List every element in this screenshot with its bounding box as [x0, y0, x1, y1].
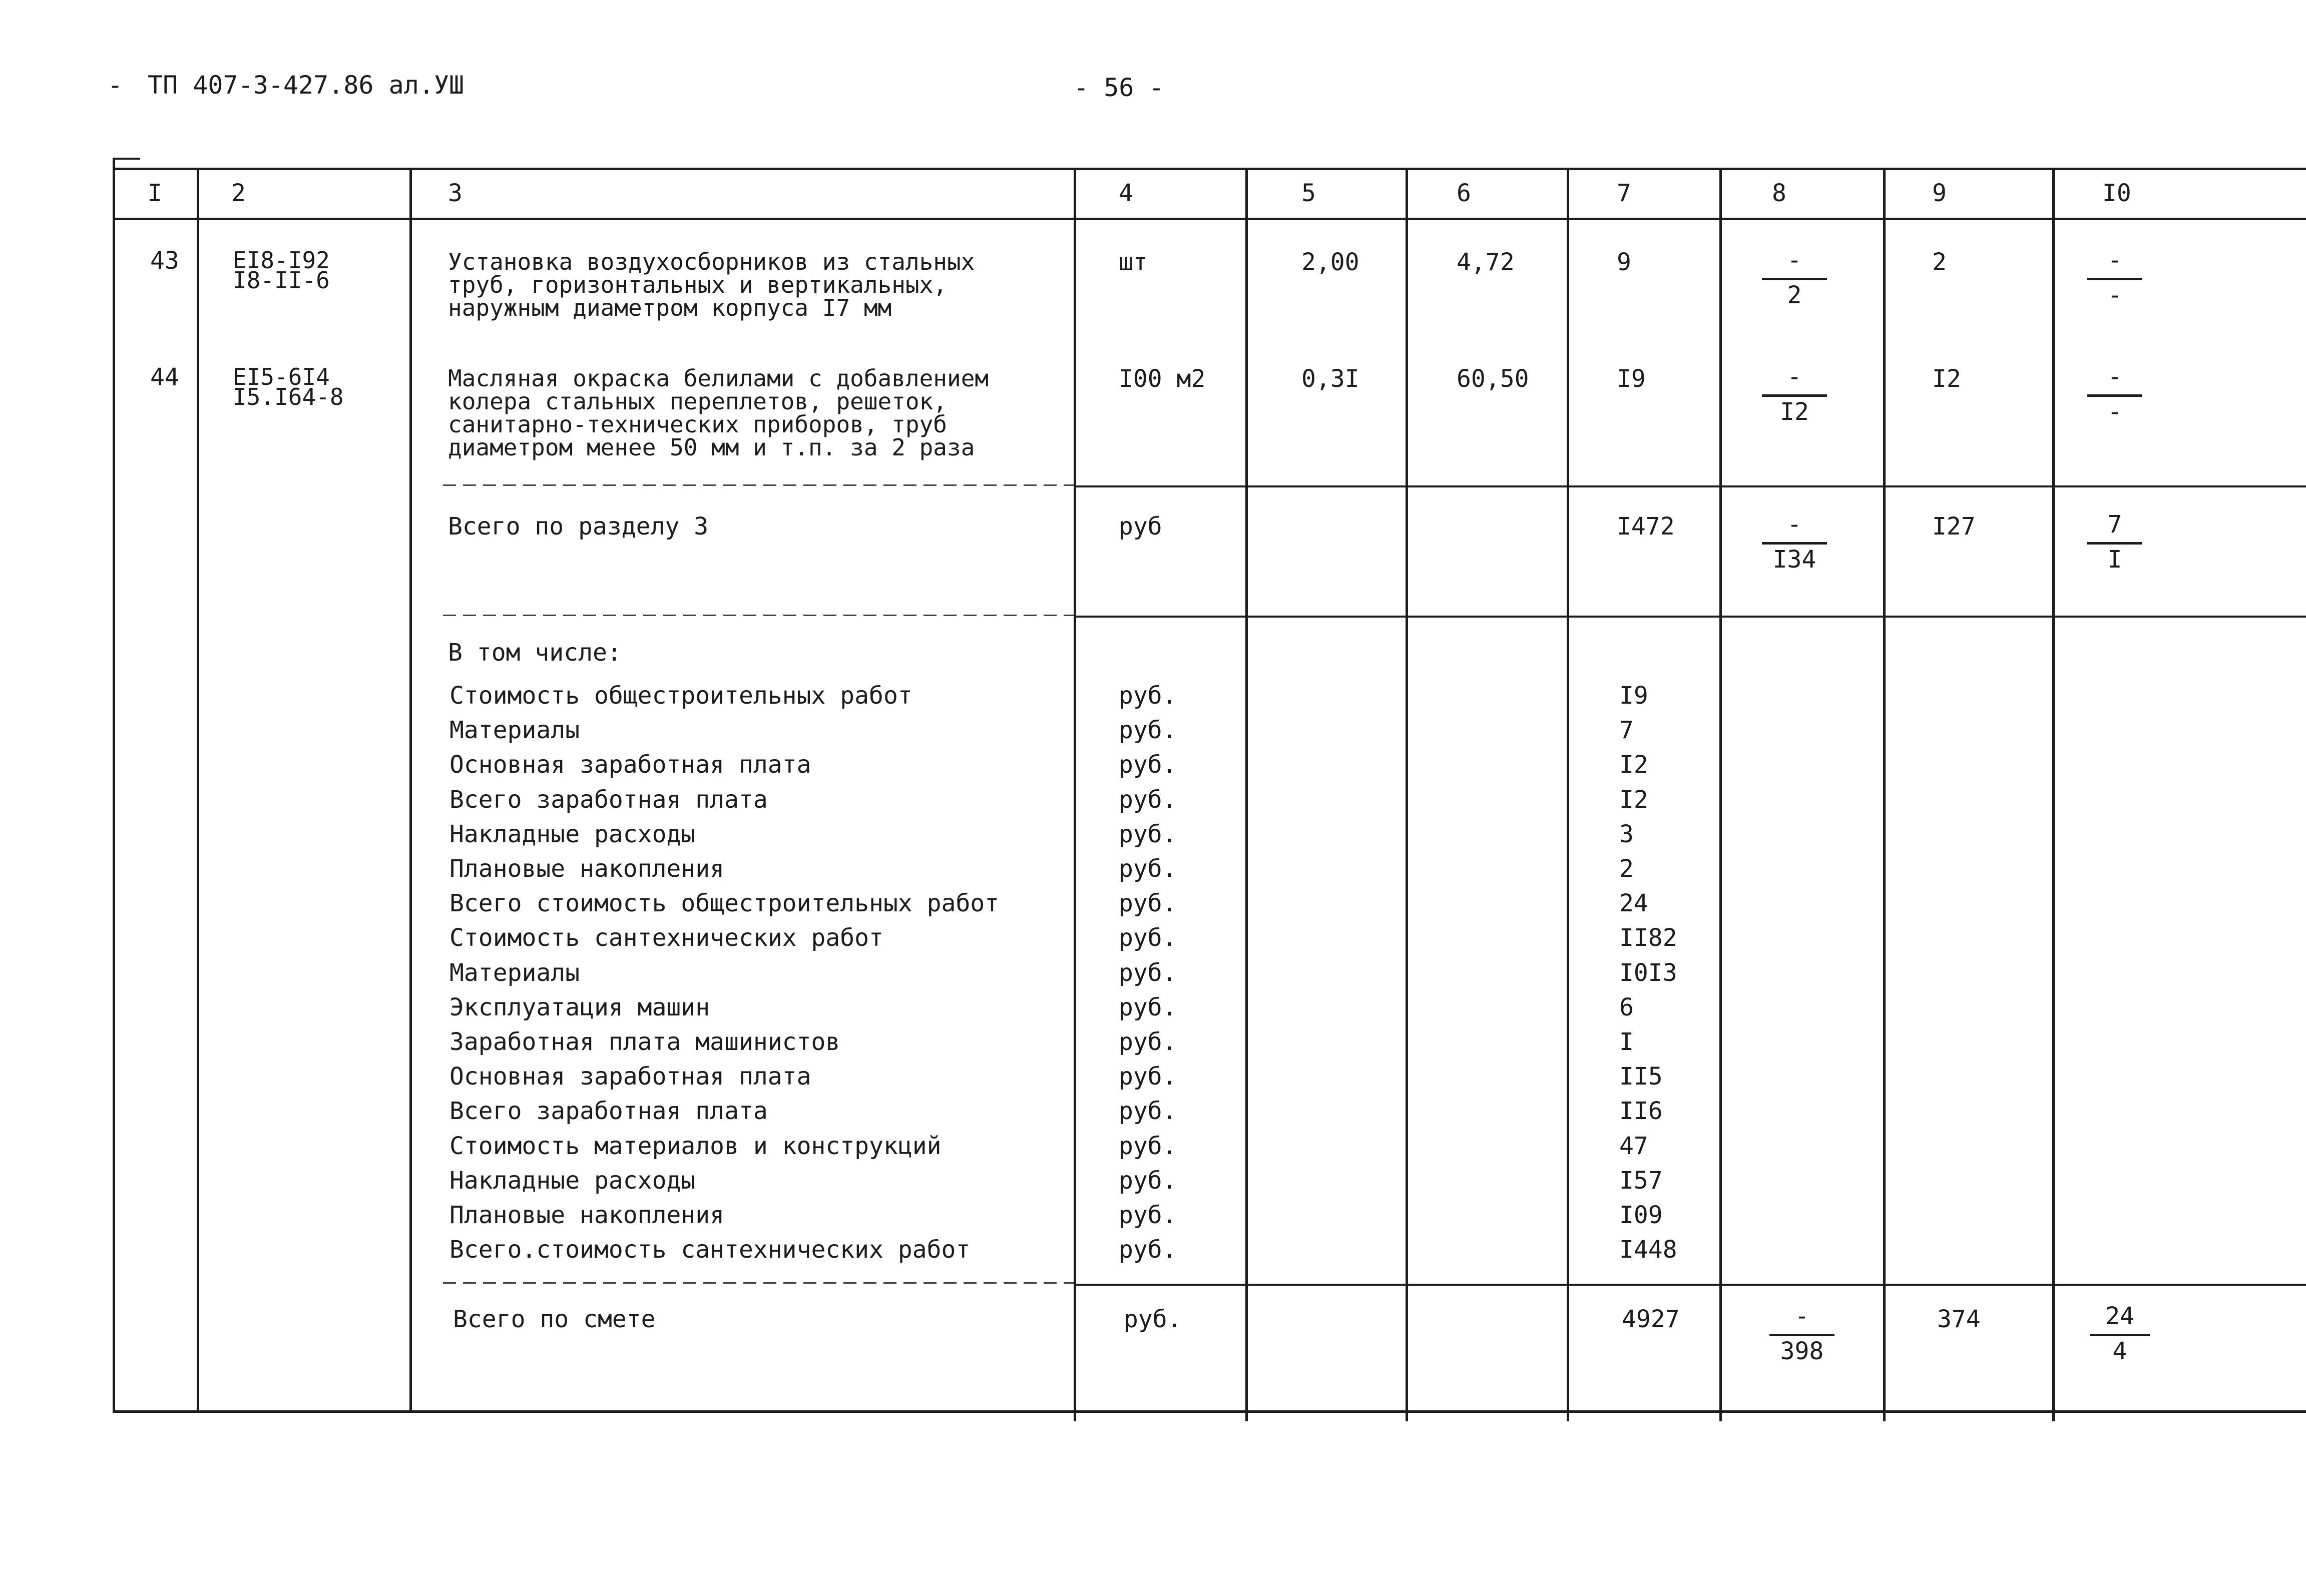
section-total-label: Всего по разделу 3 [448, 512, 709, 541]
dashed-separator [443, 615, 1074, 616]
breakdown-unit: руб. [1119, 855, 1177, 883]
breakdown-value: I [1619, 1028, 1634, 1056]
breakdown-value: I0I3 [1619, 959, 1677, 987]
fraction-numerator: - [1762, 512, 1827, 545]
breakdown-unit: руб. [1119, 1167, 1177, 1195]
fraction-col10 [2090, 1304, 2150, 1366]
work-description: Масляная окраска белилами с добавлением [448, 365, 989, 392]
col-border [1719, 168, 1722, 1421]
total-cost: 4927 [1622, 1305, 1680, 1333]
quantity: 0,3I [1301, 365, 1359, 393]
breakdown-value: 7 [1619, 716, 1634, 744]
col-border [1567, 168, 1569, 1421]
fraction-numerator: - [1762, 248, 1827, 280]
fraction-col8 [1762, 248, 1827, 310]
unit-price: 4,72 [1457, 248, 1515, 276]
work-description: наружным диаметром корпуса I7 мм [448, 294, 892, 321]
table-bottom-border [113, 1410, 2306, 1413]
estimate-total-label: Всего по смете [453, 1305, 656, 1333]
fraction-col8 [1762, 364, 1827, 427]
work-description: колера стальных переплетов, решеток, [448, 388, 947, 415]
col-header-2: 2 [231, 179, 246, 207]
total-cost: I9 [1617, 365, 1646, 393]
breakdown-value: 2 [1619, 855, 1634, 883]
breakdown-label: Всего стоимость общестроительных работ [449, 889, 1000, 917]
total-cost: I472 [1617, 512, 1675, 541]
col-header-1: I [148, 179, 162, 207]
fraction-col10 [2087, 364, 2142, 427]
row-separator [1074, 616, 2306, 618]
norm-code: ЕI8-I92 [233, 247, 330, 274]
breakdown-value: 24 [1619, 889, 1648, 917]
breakdown-label: Плановые накопления [449, 855, 725, 883]
col-header-9: 9 [1932, 179, 1947, 207]
col-header-8: 8 [1772, 179, 1786, 207]
breakdown-title: В том числе: [448, 639, 622, 667]
fraction-col8 [1762, 512, 1827, 575]
col-header-3: 3 [448, 179, 463, 207]
breakdown-value: 6 [1619, 993, 1634, 1021]
work-description: санитарно-технических приборов, труб [448, 411, 947, 438]
col-border [113, 159, 115, 1413]
breakdown-value: I9 [1619, 682, 1648, 710]
breakdown-unit: руб. [1119, 1132, 1177, 1160]
breakdown-label: Накладные расходы [449, 1167, 696, 1195]
breakdown-label: Заработная плата машинистов [449, 1028, 840, 1056]
col9-value: 374 [1937, 1305, 1981, 1333]
work-description: труб, горизонтальных и вертикальных, [448, 271, 947, 298]
norm-code: I8-II-6 [233, 267, 330, 294]
table-top-border [113, 168, 2306, 170]
fraction-numerator: - [2087, 364, 2142, 397]
breakdown-value: II6 [1619, 1097, 1663, 1125]
fraction-numerator: - [1762, 364, 1827, 397]
breakdown-unit: руб. [1119, 889, 1177, 917]
breakdown-value: II5 [1619, 1062, 1663, 1091]
breakdown-unit: руб. [1119, 1201, 1177, 1229]
breakdown-label: Стоимость сантехнических работ [449, 924, 883, 952]
unit: руб [1119, 512, 1162, 541]
fraction-numerator: - [1769, 1304, 1834, 1336]
breakdown-value: I2 [1619, 751, 1648, 779]
norm-code: ЕI5-6I4 [233, 363, 330, 390]
breakdown-unit: руб. [1119, 820, 1177, 848]
breakdown-unit: руб. [1119, 786, 1177, 814]
breakdown-label: Эксплуатация машин [449, 993, 710, 1021]
breakdown-label: Основная заработная плата [449, 751, 811, 779]
unit: шт [1119, 248, 1148, 276]
breakdown-value: II82 [1619, 924, 1677, 952]
breakdown-label: Всего.стоимость сантехнических работ [449, 1236, 971, 1264]
col-header-6: 6 [1457, 179, 1471, 207]
col-border [1406, 168, 1408, 1421]
breakdown-value: I09 [1619, 1201, 1663, 1229]
fraction-numerator: 24 [2090, 1304, 2150, 1336]
unit: I00 м2 [1119, 365, 1206, 393]
fraction-col10 [2087, 248, 2142, 310]
corner-mark [113, 158, 140, 160]
fraction-denominator: I2 [1780, 398, 1809, 426]
breakdown-label: Стоимость материалов и конструкций [449, 1132, 942, 1160]
fraction-numerator: 7 [2087, 512, 2142, 545]
breakdown-unit: руб. [1119, 1097, 1177, 1125]
breakdown-value: I448 [1619, 1236, 1677, 1264]
breakdown-unit: руб. [1119, 924, 1177, 952]
unit-price: 60,50 [1457, 365, 1529, 393]
col9-value: 2 [1932, 248, 1947, 276]
breakdown-label: Плановые накопления [449, 1201, 725, 1229]
row-number: 44 [150, 363, 179, 391]
header-bottom-border [113, 218, 2306, 220]
col-border [1245, 168, 1248, 1421]
col-header-5: 5 [1301, 179, 1316, 207]
breakdown-value: I2 [1619, 786, 1648, 814]
header-dash: - [108, 71, 123, 100]
breakdown-label: Стоимость общестроительных работ [449, 682, 912, 710]
col-header-10: I0 [2102, 179, 2131, 207]
work-description: Установка воздухосборников из стальных [448, 248, 975, 275]
fraction-denominator: 398 [1780, 1337, 1824, 1365]
breakdown-value: 47 [1619, 1132, 1648, 1160]
quantity: 2,00 [1301, 248, 1359, 276]
breakdown-label: Материалы [449, 959, 580, 987]
breakdown-value: I57 [1619, 1167, 1663, 1195]
col-border [1074, 168, 1076, 1421]
breakdown-unit: руб. [1119, 716, 1177, 744]
dashed-separator [443, 484, 1074, 486]
col-border [197, 168, 199, 1413]
fraction-denominator: I34 [1772, 546, 1816, 574]
breakdown-label: Основная заработная плата [449, 1062, 811, 1091]
document-code: ТП 407-3-427.86 ал.УШ [148, 71, 465, 100]
col9-value: I2 [1932, 365, 1961, 393]
breakdown-label: Всего заработная плата [449, 786, 768, 814]
col-header-7: 7 [1617, 179, 1631, 207]
breakdown-unit: руб. [1119, 1062, 1177, 1091]
fraction-numerator: - [2087, 248, 2142, 280]
col-border [409, 168, 412, 1413]
breakdown-label: Накладные расходы [449, 820, 696, 848]
col9-value: I27 [1932, 512, 1976, 541]
work-description: диаметром менее 50 мм и т.п. за 2 раза [448, 434, 975, 461]
dashed-separator [443, 1282, 1074, 1284]
breakdown-unit: руб. [1119, 1236, 1177, 1264]
row-separator [1074, 1284, 2306, 1286]
breakdown-unit: руб. [1119, 751, 1177, 779]
fraction-denominator: 4 [2112, 1337, 2127, 1365]
fraction-col10 [2087, 512, 2142, 575]
fraction-denominator: - [2107, 281, 2122, 309]
row-separator [1074, 485, 2306, 487]
row-number: 43 [150, 247, 179, 275]
page-number: - 56 - [1074, 73, 1164, 102]
breakdown-unit: руб. [1119, 993, 1177, 1021]
breakdown-value: 3 [1619, 820, 1634, 848]
col-header-4: 4 [1119, 179, 1133, 207]
col-border [2052, 168, 2055, 1421]
fraction-denominator: - [2107, 398, 2122, 426]
fraction-denominator: 2 [1787, 281, 1802, 309]
breakdown-label: Всего заработная плата [449, 1097, 768, 1125]
breakdown-unit: руб. [1119, 682, 1177, 710]
norm-code: I5.I64-8 [233, 383, 344, 410]
fraction-denominator: I [2107, 546, 2122, 574]
col-border [1883, 168, 1886, 1421]
breakdown-unit: руб. [1119, 959, 1177, 987]
breakdown-unit: руб. [1119, 1028, 1177, 1056]
total-cost: 9 [1617, 248, 1631, 276]
unit: руб. [1124, 1305, 1182, 1333]
fraction-col8 [1769, 1304, 1834, 1366]
breakdown-label: Материалы [449, 716, 580, 744]
